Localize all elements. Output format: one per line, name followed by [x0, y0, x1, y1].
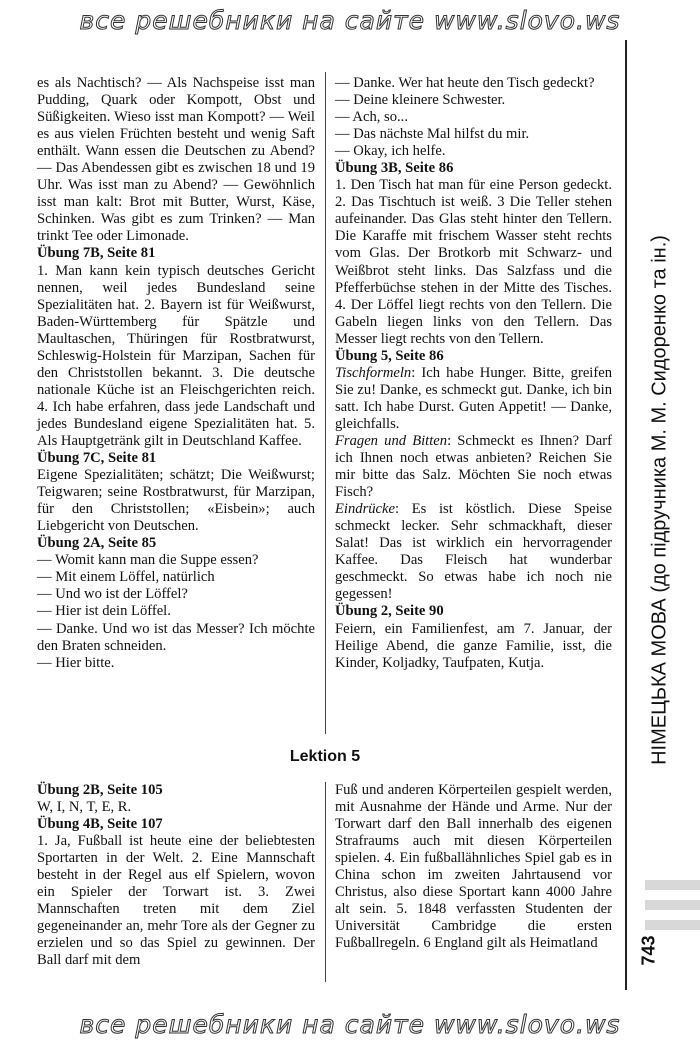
paragraph-text: — Danke. Und wo ist das Messer? Ich möchte den Braten schneiden.: [37, 620, 315, 654]
text-paragraph: [335, 75, 612, 92]
text-paragraph: [335, 143, 612, 160]
side-stripe: [645, 900, 700, 910]
text-paragraph: [37, 603, 315, 620]
paragraph-text: : Es ist köstlich. Diese Speise schmeckt lecker. Sehr schmackhaft, dieser Salat! Das ist wirklich ein hervorragender Kaffee. Das Fleisch hat wunderbar geschmeckt. So etwas habe ich noch nie gegessen!: [335, 501, 612, 603]
paragraph-text: Übung 4B, Seite 107: [37, 816, 163, 833]
paragraph-text: Übung 2, Seite 90: [335, 603, 444, 620]
text-paragraph: [335, 365, 612, 433]
text-paragraph: [37, 75, 315, 245]
column-top-right: [335, 75, 612, 672]
exercise-heading: [335, 348, 612, 365]
paragraph-text: — Und wo ist der Löffel?: [37, 586, 188, 603]
paragraph-text: — Das nächste Mal hilfst du mir.: [335, 126, 530, 143]
column-bottom-right: [335, 782, 612, 952]
text-paragraph: [37, 621, 315, 655]
lesson-title: Lektion 5: [289, 748, 361, 765]
paragraph-text: 1. Ja, Fußball ist heute eine der beliebtesten Sportarten in der Welt. 2. Eine Mannschaft besteht in der Regel aus elf Spielern, wovon ein Spieler der Torwart ist. 3. Zwei Mannschaften treten mit dem Ziel gegeneinander an, mehr Tore als der Gegner zu erzielen und so das Spiel zu gewinnen. Der Ball darf mit dem: [37, 833, 315, 969]
column-divider-top: [325, 72, 326, 734]
text-paragraph: [335, 92, 612, 109]
paragraph-text: Übung 2B, Seite 105: [37, 782, 163, 798]
paragraph-label: Tischformeln: [335, 364, 412, 381]
paragraph-text: Fuß und anderen Körperteilen gespielt werden, mit Ausnahme der Hände und Arme. Nur der Torwart darf den Ball innerhalb des eigenen Strafraums auch mit diesen Körperteilen spielen. 4. Ein fußballähnliches Spiel gab es in China schon im zweiten Jahrtausend vor Christus, also diese Sportart kann 4000 Jahre alt sein. 5. 1848 verfassten Studenten der Universität Cambridge die ersten Fußballregeln. 6 England gilt als Heimatland: [335, 782, 612, 952]
text-paragraph: [37, 586, 315, 603]
paragraph-text: — Mit einem Löffel, natürlich: [37, 569, 215, 586]
exercise-heading: [335, 603, 612, 620]
paragraph-text: — Ach, so...: [335, 109, 408, 126]
text-paragraph: [37, 569, 315, 586]
side-stripe: [645, 920, 700, 930]
paragraph-text: — Womit kann man die Suppe essen?: [37, 552, 259, 569]
text-paragraph: [335, 126, 612, 143]
text-paragraph: [37, 655, 315, 672]
side-title: НІМЕЦЬКА МОВА (до підручника М. М. Сидоренко та ін.): [648, 235, 671, 765]
text-paragraph: [37, 552, 315, 569]
exercise-heading: [335, 160, 612, 177]
side-stripe: [645, 880, 700, 890]
page-number: 743: [638, 935, 659, 966]
paragraph-text: — Hier ist dein Löffel.: [37, 603, 171, 620]
exercise-heading: [37, 450, 315, 467]
paragraph-text: Feiern, ein Familienfest, am 7. Januar, der Heilige Abend, die ganze Familie, isst, die Kinder, Koljadky, Taufpaten, Kutja.: [335, 620, 612, 671]
paragraph-text: W, I, N, T, E, R.: [37, 799, 132, 816]
paragraph-text: Eigene Spezialitäten; schätzt; Die Weißwurst; Teigwaren; seine Rostbratwurst, für Marzipan, für den Christstollen; «Eisbein»; auch Liebgericht von Deutschen.: [37, 467, 315, 535]
text-paragraph: [37, 467, 315, 535]
text-paragraph: [37, 833, 315, 969]
column-divider-bottom: [325, 782, 326, 982]
paragraph-text: Übung 2A, Seite 85: [37, 535, 157, 552]
paragraph-text: Übung 3B, Seite 86: [335, 160, 454, 177]
paragraph-text: es als Nachtisch? — Als Nachspeise isst man Pudding, Quark oder Kompott, Obst und Süßigkeiten. Wieso isst man Kompott? — Weil es aus vielen Früchten besteht und wenig Saft enthält. Wann essen die Deutschen zu Abend? — Das Abendessen gibt es zwischen 18 und 19 Uhr. Was isst man zu Abend? — Gewöhnlich isst man kalt: Brot mit Butter, Wurst, Käse, Schinken. Was gibt es zum Trinken? — Man trinkt Tee oder Limonade.: [37, 75, 315, 245]
paragraph-text: : Ich habe Hunger. Bitte, greifen Sie zu! Danke, es schmeckt gut. Danke, ich bin satt. Ich habe Durst. Guten Appetit! — Danke, gleichfalls.: [335, 364, 612, 432]
paragraph-text: Übung 5, Seite 86: [335, 347, 444, 364]
paragraph-label: Fragen und Bitten: [335, 432, 448, 449]
paragraph-text: 1. Den Tisch hat man für eine Person gedeckt. 2. Das Tischtuch ist weiß. 3 Die Teller stehen aufeinander. Das Glas steht hinter den Tellern. Die Karaffe mit frischem Wasser steht rechts vom Glas. Der Brotkorb mit Schwarz- und Weißbrot steht links. Das Salzfass und die Pfefferbüchse stehen in der Mitte des Tisches. 4. Der Löffel liegt rechts von den Tellern. Die Gabeln liegen links von den Tellern. Das Messer liegt rechts von den Tellern.: [335, 177, 612, 347]
column-top-left: [37, 75, 315, 672]
text-paragraph: [37, 263, 315, 451]
text-paragraph: [335, 782, 612, 952]
paragraph-label: Eindrücke: [335, 501, 395, 518]
watermark-banner-top: все решебники на сайте www.slovo.ws: [79, 6, 621, 35]
paragraph-text: : Schmeckt es Ihnen? Darf ich Ihnen noch etwas anbieten? Reichen Sie mir bitte das Salz. Möchten Sie noch etwas Fisch?: [335, 432, 612, 501]
column-bottom-left: [37, 782, 315, 970]
paragraph-text: — Hier bitte.: [37, 654, 115, 671]
text-paragraph: [335, 501, 612, 603]
side-rule: [625, 40, 627, 990]
paragraph-text: — Deine kleinere Schwester.: [335, 92, 506, 109]
watermark-banner-bottom: все решебники на сайте www.slovo.ws: [79, 1010, 621, 1039]
text-paragraph: [37, 799, 315, 816]
text-paragraph: [335, 433, 612, 501]
text-paragraph: [335, 621, 612, 672]
exercise-heading: [37, 782, 315, 799]
paragraph-text: 1. Man kann kein typisch deutsches Gericht nennen, weil jedes Bundesland seine Spezialitäten hat. 2. Bayern ist für Weißwurst, Baden-Württemberg für Spätzle und Maultaschen, Thüringen für Rostbratwurst, Schleswig-Holstein für Marzipan, Sachen für den Christstollen bekannt. 3. Die deutsche nationale Küche ist an Fleischgerichten reich. 4. Ich habe erfahren, dass jede Landschaft und jedes Bundesland eigene Spezialitäten hat. 5. Als Hauptgetränk gilt in Deutschland Kaffee.: [37, 262, 315, 449]
exercise-heading: [37, 245, 315, 262]
paragraph-text: Übung 7C, Seite 81: [37, 450, 157, 467]
exercise-heading: [37, 816, 315, 833]
text-paragraph: [335, 177, 612, 347]
text-paragraph: [335, 109, 612, 126]
exercise-heading: [37, 535, 315, 552]
paragraph-text: Übung 7B, Seite 81: [37, 245, 156, 262]
paragraph-text: — Okay, ich helfe.: [335, 143, 446, 160]
paragraph-text: — Danke. Wer hat heute den Tisch gedeckt?: [335, 75, 595, 91]
